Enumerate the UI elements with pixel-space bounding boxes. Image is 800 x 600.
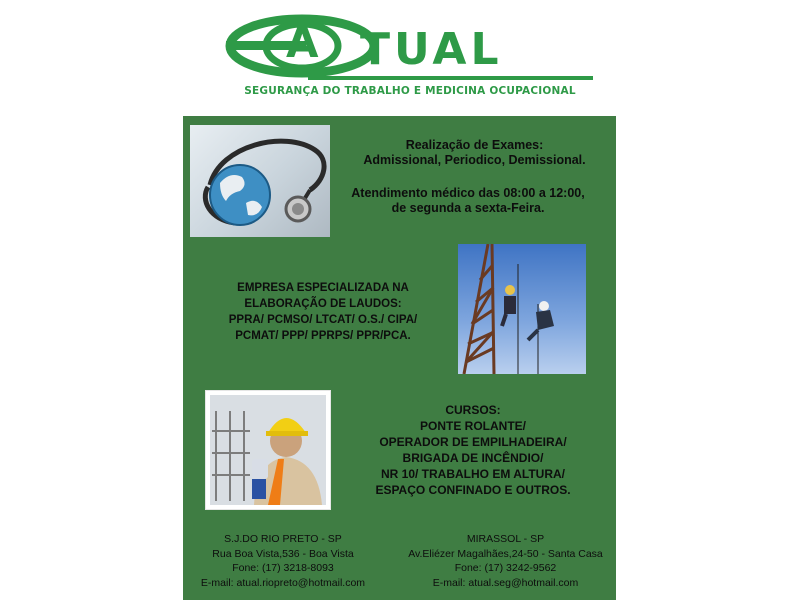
contact-email: E-mail: atual.seg@hotmail.com: [432, 576, 579, 589]
courses-text: [343, 402, 603, 498]
hours-line-1: Atendimento médico das 08:00 a 12:00,: [351, 186, 585, 200]
hours-line-2: de segunda a sexta-Feira.: [391, 201, 545, 215]
exams-text: [333, 138, 616, 168]
reports-line-4: PCMAT/ PPP/ PPRPS/ PPR/PCA.: [235, 330, 411, 342]
reports-text: [203, 280, 443, 344]
course-item: ESPAÇO CONFINADO E OUTROS.: [375, 483, 571, 497]
globe-stethoscope-photo: [190, 125, 330, 237]
contact-city: MIRASSOL - SP: [466, 533, 545, 545]
contact-city: S.J.DO RIO PRETO - SP: [224, 533, 342, 545]
course-item: PONTE ROLANTE/: [419, 419, 526, 433]
contact-address: Rua Boa Vista,536 - Boa Vista: [212, 547, 354, 560]
contact-block-mirassol: [393, 532, 618, 590]
worker-helmet-photo: [205, 390, 331, 510]
exams-line-1: Realização de Exames:: [405, 138, 544, 152]
company-logo: [220, 8, 600, 98]
exams-line-2: Admissional, Periodico, Demissional.: [363, 153, 586, 167]
logo-tagline: SEGURANÇA DO TRABALHO E MEDICINA OCUPACIONAL: [244, 85, 576, 97]
contact-phone: Fone: (17) 3218-8093: [232, 562, 334, 574]
logo-word: TUAL: [360, 24, 503, 75]
course-item: OPERADOR DE EMPILHADEIRA/: [379, 435, 567, 449]
reports-line-3: PPRA/ PCMSO/ LTCAT/ O.S./ CIPA/: [228, 314, 418, 326]
contact-block-riopreto: [183, 532, 383, 590]
course-item: BRIGADA DE INCÊNDIO/: [402, 451, 544, 465]
hours-text: [323, 186, 613, 216]
courses-title: CURSOS:: [445, 403, 501, 417]
contact-email: E-mail: atual.riopreto@hotmail.com: [200, 576, 366, 589]
contact-address: Av.Eliézer Magalhães,24-50 - Santa Casa: [408, 547, 603, 560]
flyer-panel: [183, 116, 616, 600]
logo-monogram-letter: A: [286, 18, 319, 67]
tower-climbers-photo: [458, 244, 586, 374]
reports-line-1: EMPRESA ESPECIALIZADA NA: [237, 282, 409, 294]
contact-phone: Fone: (17) 3242-9562: [454, 562, 557, 574]
logo-underline: [308, 76, 593, 80]
course-item: NR 10/ TRABALHO EM ALTURA/: [381, 467, 565, 481]
reports-line-2: ELABORAÇÃO DE LAUDOS:: [244, 298, 402, 310]
